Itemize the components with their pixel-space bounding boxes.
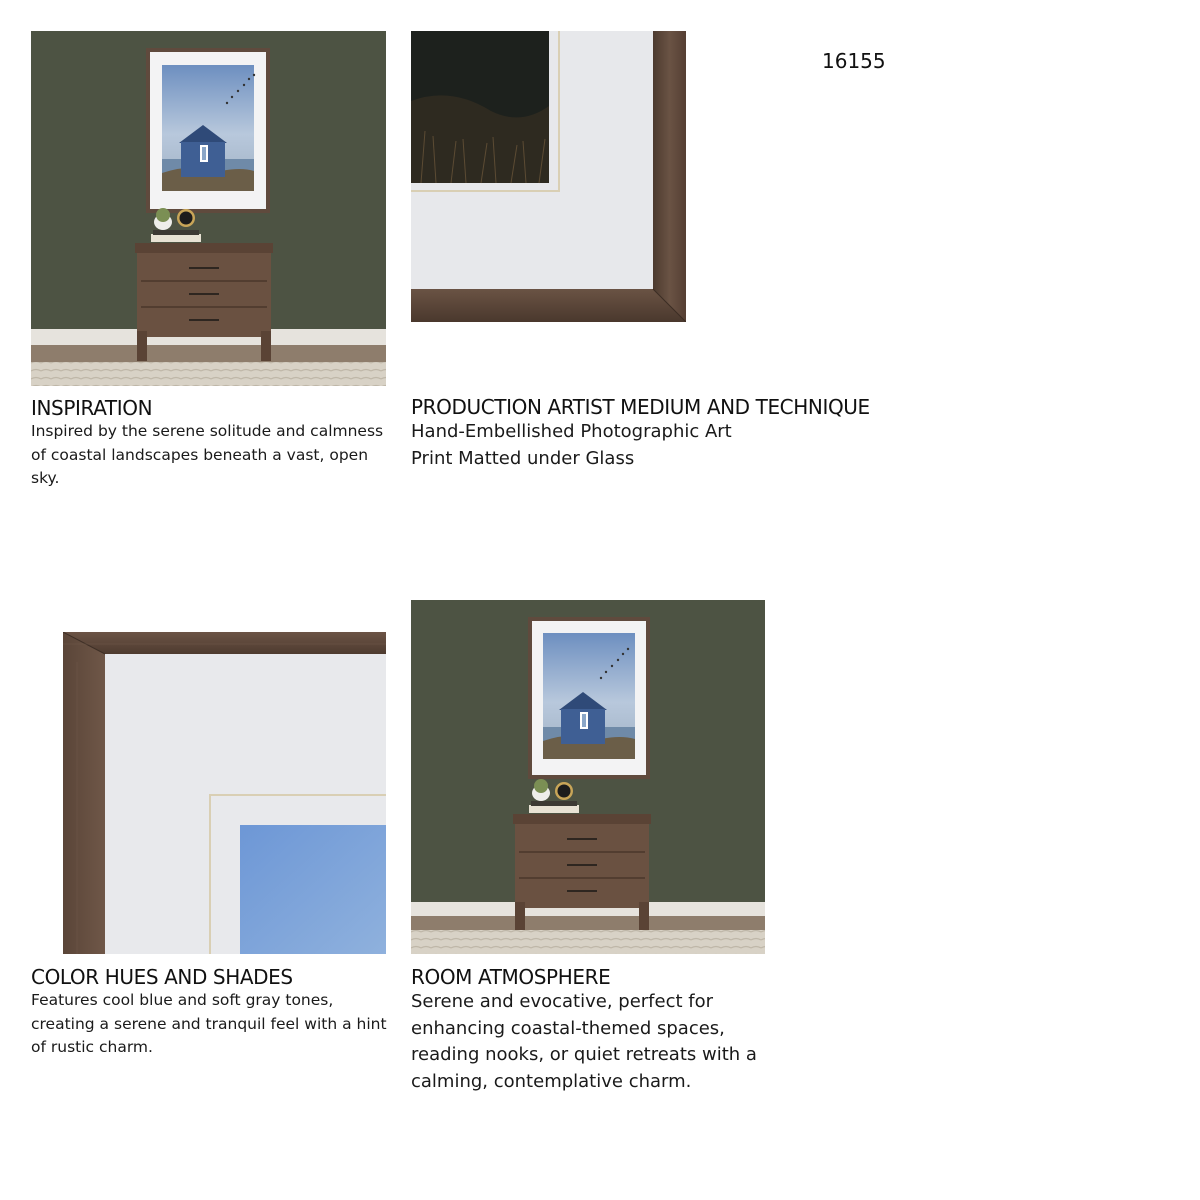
- room-atmosphere-title: ROOM ATMOSPHERE: [411, 965, 611, 989]
- room-line-3: reading nooks, or quiet retreats with a: [411, 1044, 757, 1065]
- room-scene-photo-bottom: [411, 600, 765, 954]
- production-line-2: Print Matted under Glass: [411, 447, 635, 469]
- room-line-2: enhancing coastal-themed spaces,: [411, 1017, 725, 1039]
- color-line-1: Features cool blue and soft gray tones,: [31, 991, 334, 1009]
- production-section: [411, 395, 931, 472]
- inspiration-line-1: Inspired by the serene solitude and calmness: [31, 422, 384, 440]
- room-atmosphere-text: [411, 989, 811, 1095]
- inspiration-text: [31, 420, 391, 491]
- frame-corner-detail-blue: [63, 632, 386, 954]
- room-line-4: calming, contemplative charm.: [411, 1070, 692, 1092]
- inspiration-section: [31, 396, 391, 491]
- inspiration-title: INSPIRATION: [31, 396, 153, 420]
- color-text: [31, 989, 401, 1060]
- inspiration-line-2: of coastal landscapes beneath a vast, open: [31, 445, 369, 464]
- color-line-2: creating a serene and tranquil feel with a hint: [31, 1014, 387, 1033]
- room-scene-photo-top: [31, 31, 386, 386]
- color-section: [31, 965, 401, 1060]
- production-line-1: Hand-Embellished Photographic Art: [411, 421, 732, 442]
- frame-corner-detail-dark: [411, 31, 686, 322]
- room-atmosphere-section: [411, 965, 811, 1095]
- room-line-1: Serene and evocative, perfect for: [411, 991, 714, 1012]
- color-title: COLOR HUES AND SHADES: [31, 965, 293, 989]
- production-title: PRODUCTION ARTIST MEDIUM AND TECHNIQUE: [411, 395, 870, 419]
- production-text: [411, 419, 931, 472]
- inspiration-line-3: sky.: [31, 469, 60, 487]
- color-line-3: of rustic charm.: [31, 1038, 153, 1056]
- product-code: 16155: [822, 49, 886, 73]
